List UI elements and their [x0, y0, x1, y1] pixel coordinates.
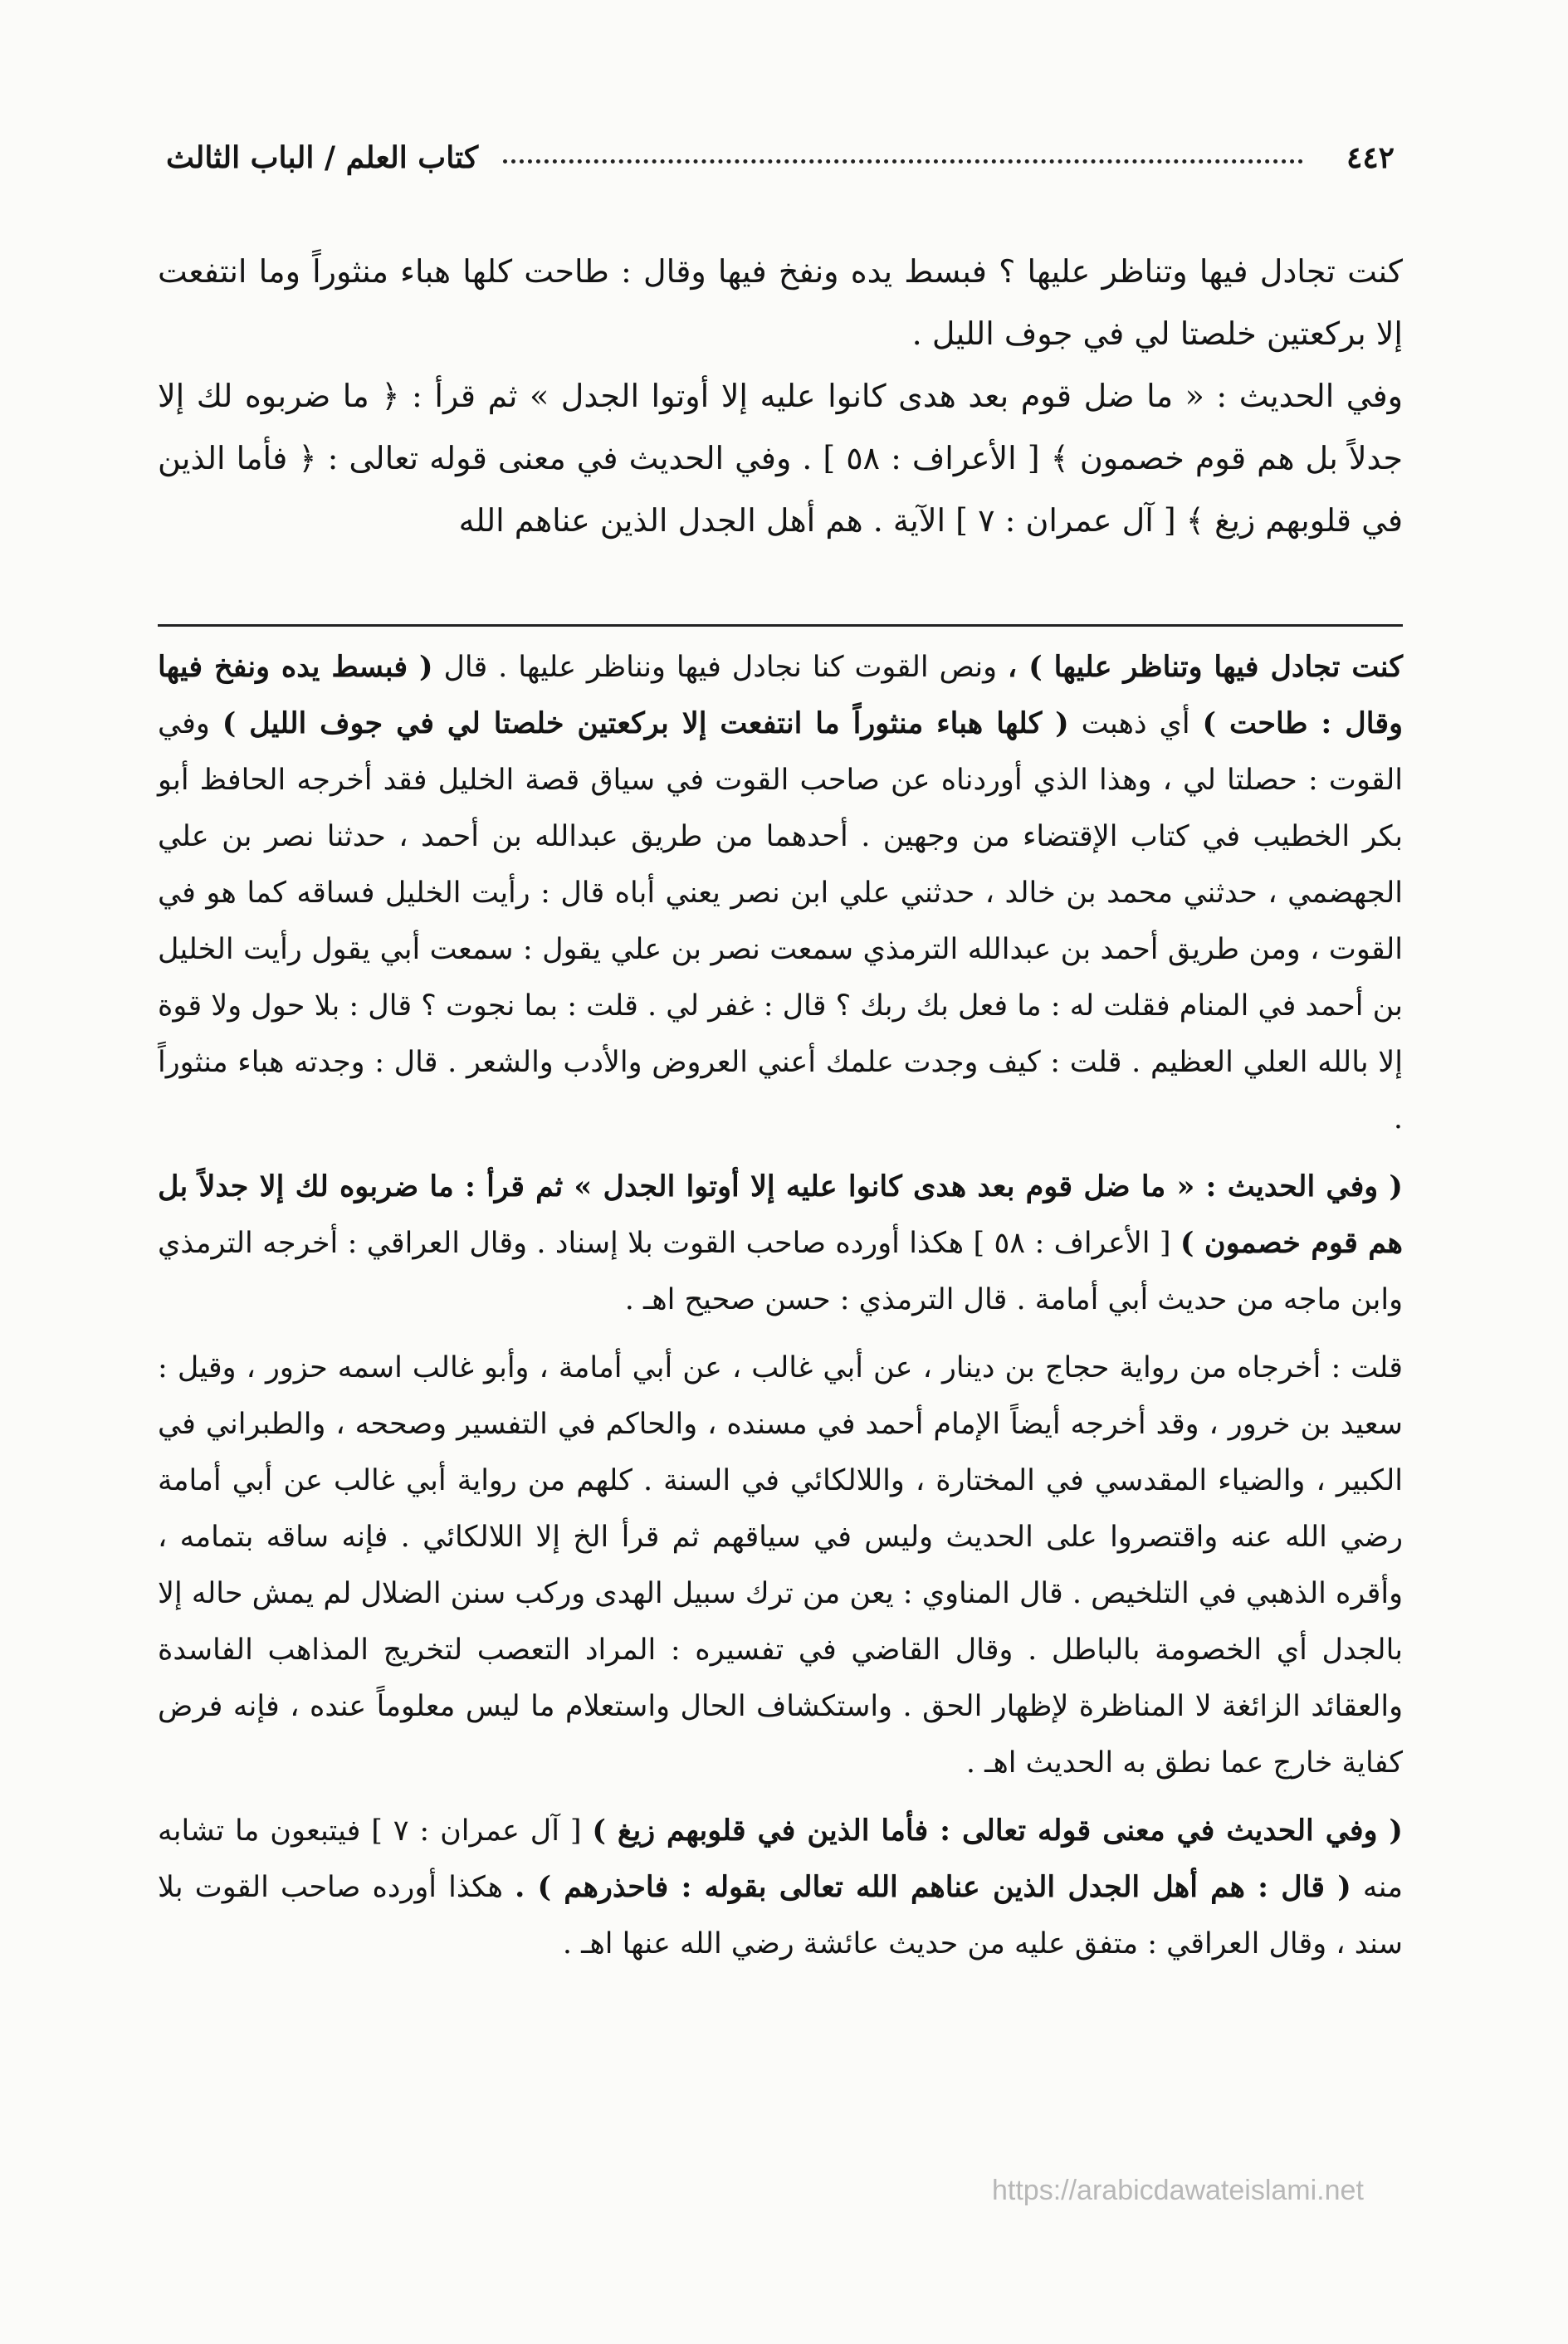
- main-paragraph: وفي الحديث : « ما ضل قوم بعد هدى كانوا عليه إلا أوتوا الجدل » ثم قرأ : ﴿ ما ضربوه لك إلا جدلاً بل هم قوم خصمون ﴾ [ الأعراف : ٥٨ ] . وفي الحديث في معنى قوله تعالى : ﴿ فأما الذين في قلوبهم زيغ ﴾ [ آل عمران : ٧ ] الآية . هم أهل الجدل الذين عناهم الله: [158, 378, 1403, 539]
- main-text: [158, 241, 1403, 552]
- commentary-paragraph: [158, 1159, 1403, 1328]
- footnote-separator: [158, 624, 1403, 627]
- commentary-span: وفي القوت : حصلتا لي ، وهذا الذي أوردناه عن صاحب القوت في سياق قصة الخليل فقد أخرجه الحافظ أبو بكر الخطيب في كتاب الإقتضاء من وجهين . أحدهما من طريق عبدالله بن أحمد ، حدثنا نصر بن علي الجهضمي ، حدثني محمد بن خالد ، حدثني علي ابن نصر يعني أباه قال : رأيت الخليل فساقه كما هو في القوت ، ومن طريق أحمد بن عبدالله الترمذي سمعت نصر بن علي يقول : سمعت أبي يقول رأيت الخليل بن أحمد في المنام فقلت له : ما فعل بك ربك ؟ قال : غفر لي . قلت : بما نجوت ؟ قال : بلا حول ولا قوة إلا بالله العلي العظيم . قلت : كيف وجدت علمك أعني العروض والأدب والشعر . قال : وجدته هباء منثوراً .: [158, 707, 1403, 1135]
- header-dot-leader: [503, 153, 1303, 164]
- commentary-span: [ آل عمران : ٧ ] فيتبعون ما تشابه منه: [158, 1814, 1403, 1904]
- quoted-matn: ( كلها هباء منثوراً ما انتفعت إلا بركعتين خلصتا لي في جوف الليل ): [222, 706, 1069, 740]
- page-header: [166, 133, 1395, 183]
- chapter-title: كتاب العلم / الباب الثالث: [166, 140, 479, 175]
- quoted-matn: ( وفي الحديث : « ما ضل قوم بعد هدى كانوا عليه إلا أوتوا الجدل » ثم قرأ : ما ضربوه لك إلا جدلاً بل هم قوم خصمون ): [158, 1170, 1403, 1260]
- commentary-paragraph: [158, 639, 1403, 1147]
- watermark-url: https://arabicdawateislami.net: [992, 2175, 1364, 2206]
- quoted-matn: كنت تجادل فيها وتناظر عليها ) ،: [1007, 650, 1403, 684]
- quoted-matn: ( فبسط يده ونفخ فيها وقال : طاحت ): [158, 650, 1403, 740]
- quoted-matn: ( وفي الحديث في معنى قوله تعالى : فأما الذين في قلوبهم زيغ ): [592, 1814, 1403, 1848]
- quoted-matn: ( قال : هم أهل الجدل الذين عناهم الله تعالى بقوله : فاحذرهم ) .: [515, 1870, 1351, 1904]
- page-number: ٤٤٢: [1346, 140, 1395, 175]
- commentary-paragraph: قلت : أخرجاه من رواية حجاج بن دينار ، عن أبي غالب ، عن أبي أمامة ، وأبو غالب اسمه حزور ، وقيل : سعيد بن خرور ، وقد أخرجه أيضاً الإمام أحمد في مسنده ، والحاكم في التفسير وصححه ، والطبراني في الكبير ، والضياء المقدسي في المختارة ، واللالكائي في السنة . كلهم من رواية أبي غالب عن أبي أمامة رضي الله عنه واقتصروا على الحديث وليس في سياقهم ثم قرأ الخ إلا اللالكائي . فإنه ساقه بتمامه ، وأقره الذهبي في التلخيص . قال المناوي : يعن من ترك سبيل الهدى وركب سنن الضلال لم يمش حاله إلا بالجدل أي الخصومة بالباطل . وقال القاضي في تفسيره : المراد التعصب لتخريج المذاهب الفاسدة والعقائد الزائغة لا المناظرة لإظهار الحق . واستكشاف الحال واستعلام ما ليس معلوماً عنده ، فإنه فرض كفاية خارج عما نطق به الحديث اهـ .: [158, 1351, 1403, 1780]
- commentary-text: [158, 639, 1403, 1972]
- commentary-span: ونص القوت كنا نجادل فيها ونناظر عليها . قال: [432, 651, 1008, 684]
- commentary-span: أي ذهبت: [1068, 707, 1203, 740]
- commentary-span: هكذا أورده صاحب القوت بلا سند ، وقال العراقي : متفق عليه من حديث عائشة رضي الله عنها اهـ .: [158, 1871, 1403, 1961]
- commentary-paragraph: [158, 1803, 1403, 1972]
- main-paragraph: كنت تجادل فيها وتناظر عليها ؟ فبسط يده ونفخ فيها وقال : طاحت كلها هباء منثوراً وما انتفعت إلا بركعتين خلصتا لي في جوف الليل .: [158, 253, 1403, 352]
- commentary-span: [ الأعراف : ٥٨ ] هكذا أورده صاحب القوت بلا إسناد . وقال العراقي : أخرجه الترمذي وابن ماجه من حديث أبي أمامة . قال الترمذي : حسن صحيح اهـ .: [158, 1227, 1403, 1316]
